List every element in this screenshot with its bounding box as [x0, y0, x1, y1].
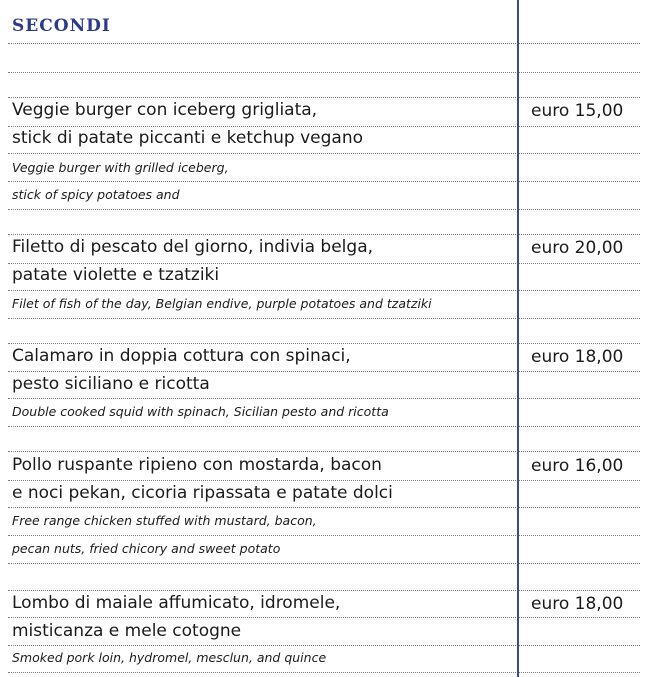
- dish-name-line: Veggie burger con iceberg grigliata,: [12, 100, 318, 120]
- dish-translation-line: Smoked pork loin, hydromel, mesclun, and quince: [12, 650, 327, 665]
- dish-translation-line: Free range chicken stuffed with mustard, bacon,: [12, 513, 317, 528]
- ruled-line: [8, 535, 640, 536]
- dish-name-line: e noci pekan, cicoria ripassata e patate dolci: [12, 483, 393, 503]
- dish-translation-line: pecan nuts, fried chicory and sweet potato: [12, 541, 281, 556]
- dish-name-line: Lombo di maiale affumicato, idromele,: [12, 593, 341, 613]
- dish-price: euro 15,00: [531, 101, 624, 121]
- ruled-line: [8, 645, 640, 646]
- dish-translation-line: Double cooked squid with spinach, Sicilian pesto and ricotta: [12, 404, 389, 419]
- ruled-line: [8, 371, 640, 372]
- dish-name-line: patate violette e tzatziki: [12, 265, 220, 285]
- ruled-line: [8, 343, 640, 344]
- ruled-line: [8, 672, 640, 673]
- dish-name-line: Pollo ruspante ripieno con mostarda, bacon: [12, 455, 382, 475]
- ruled-line: [8, 480, 640, 481]
- dish-price: euro 18,00: [531, 594, 624, 614]
- ruled-line: [8, 209, 640, 210]
- dish-name-line: Filetto di pescato del giorno, indivia belga,: [12, 237, 374, 257]
- ruled-line: [8, 72, 640, 73]
- ruled-line: [8, 318, 640, 319]
- dish-name-line: Calamaro in doppia cottura con spinaci,: [12, 346, 351, 366]
- dish-translation-line: Filet of fish of the day, Belgian endive, purple potatoes and tzatziki: [12, 296, 432, 311]
- ruled-line: [8, 290, 640, 291]
- dish-price: euro 18,00: [531, 347, 624, 367]
- ruled-line: [8, 181, 640, 182]
- ruled-line: [8, 263, 640, 264]
- ruled-line: [8, 590, 640, 591]
- dish-translation-line: stick of spicy potatoes and: [12, 187, 180, 202]
- dish-translation-line: Veggie burger with grilled iceberg,: [12, 160, 229, 175]
- ruled-line: [8, 43, 640, 44]
- dish-price: euro 20,00: [531, 238, 624, 258]
- ruled-line: [8, 563, 640, 564]
- dish-price: euro 16,00: [531, 456, 624, 476]
- ruled-line: [8, 426, 640, 427]
- ruled-line: [8, 617, 640, 618]
- ruled-line: [8, 507, 640, 508]
- ruled-line: [8, 153, 640, 154]
- dish-name-line: stick di patate piccanti e ketchup vegano: [12, 128, 363, 148]
- dish-name-line: misticanza e mele cotogne: [12, 621, 242, 641]
- ruled-line: [8, 126, 640, 127]
- dish-name-line: pesto siciliano e ricotta: [12, 374, 210, 394]
- ruled-line: [8, 234, 640, 235]
- ruled-line: [8, 398, 640, 399]
- price-column-divider: [517, 0, 519, 677]
- ruled-line: [8, 451, 640, 452]
- ruled-line: [8, 97, 640, 98]
- section-title: SECONDI: [12, 16, 111, 36]
